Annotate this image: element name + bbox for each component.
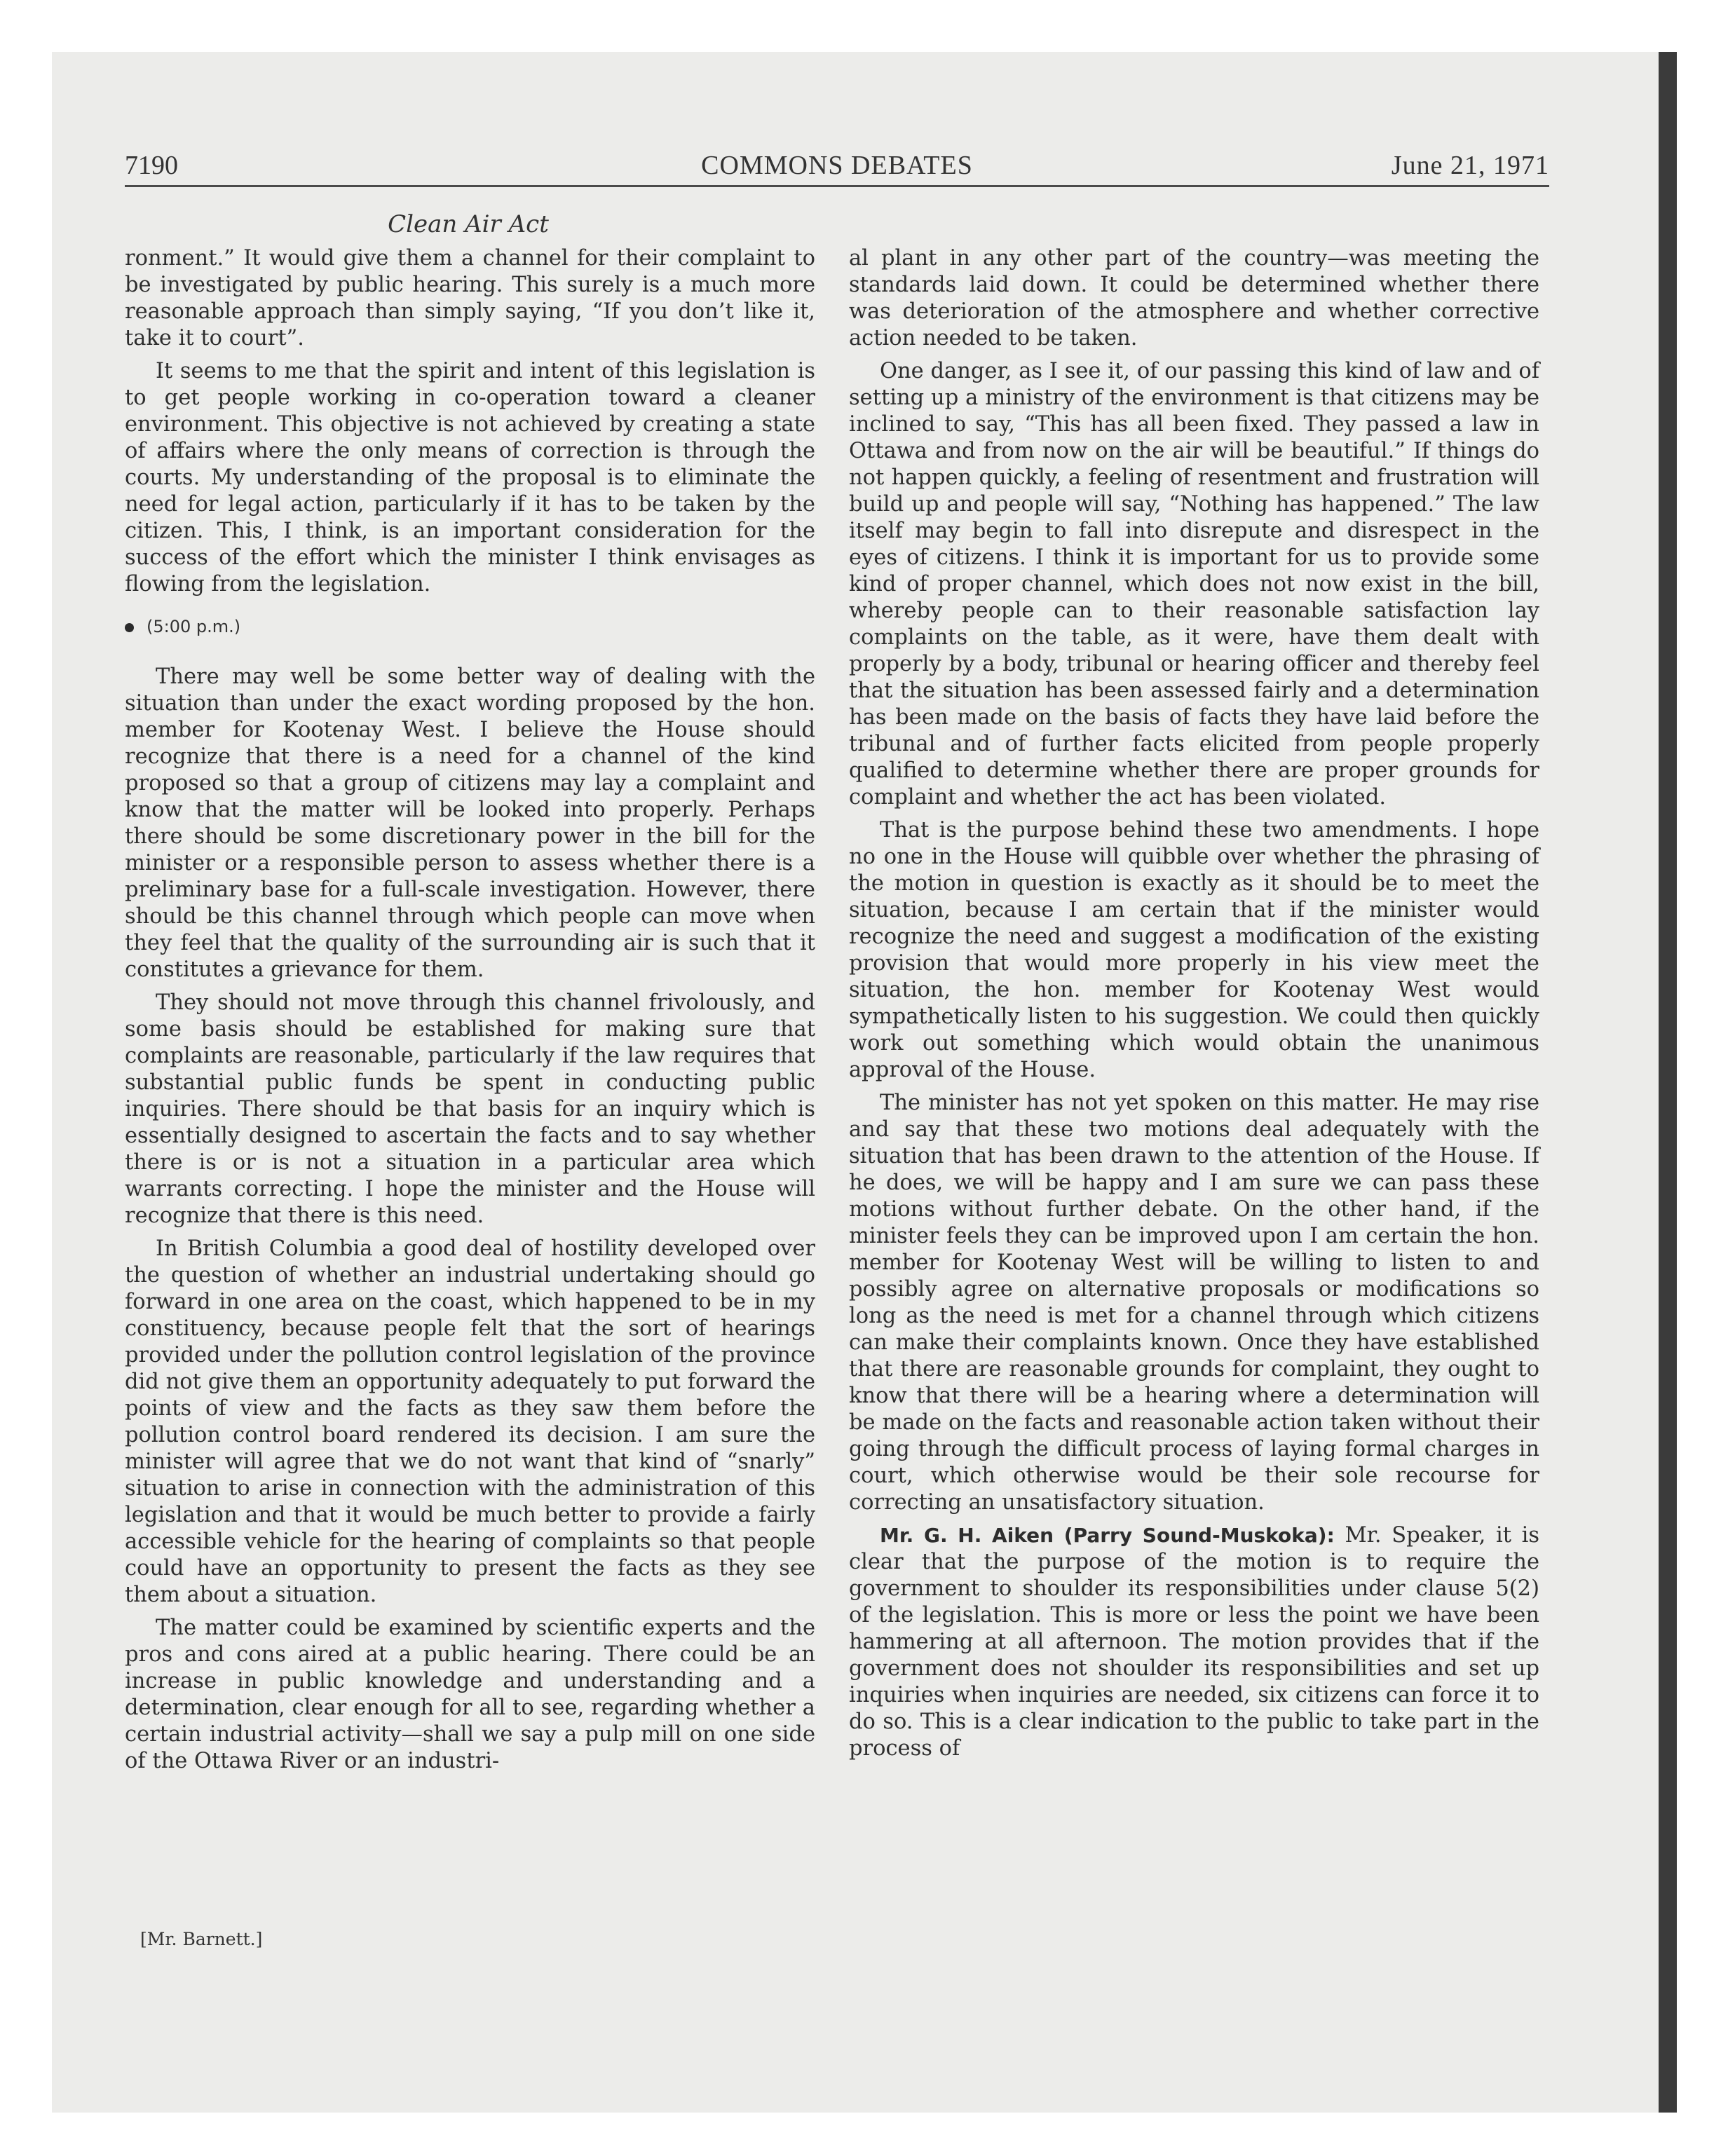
running-title: Clean Air Act: [388, 210, 549, 238]
speaker-text: Mr. Speaker, it is clear that the purpose of the motion is to require the government to shoulder its responsibilities under clause 5(2) of the legislation. This is more or less the point we have been hammering at all afternoon. The motion provides that if the government does not shoulder its responsibilities and set up inquiries when inquiries are needed, six citizens can force it to do so. This is a clear indication to the public to take part in the process of: [849, 1523, 1540, 1761]
paragraph: ronment.” It would give them a channel for their complaint to be investigated by public hearing. This surely is a much more reasonable approach than simply saying, “If you don’t like it, take it to court”.: [125, 246, 815, 350]
paragraph: al plant in any other part of the country—was meeting the standards laid down. It could be determined whether there was deterioration of the atmosphere and whether corrective action needed to be taken.: [849, 246, 1539, 350]
time-marker: [125, 613, 815, 640]
paragraph: The matter could be examined by scientific experts and the pros and cons aired at a public hearing. There could be an increase in public knowledge and understanding and a determination, clear enough for all to see, regarding whether a certain industrial activity—shall we say a pulp mill on one side of the Ottawa River or an industri-: [125, 1616, 815, 1773]
publication-title: COMMONS DEBATES: [701, 151, 973, 180]
page-header: [125, 147, 1549, 187]
time-marker-text: (5:00 p.m.): [147, 617, 241, 636]
speaker-paragraph: [849, 1522, 1539, 1762]
paragraph: One danger, as I see it, of our passing this kind of law and of setting up a ministry of the environment is that citizens may be inclined to say, “This has all been fixed. They passed a law in Ottawa and from now on the air will be beautiful.” If things do not happen quickly, a feeling of resentment and frustration will build up and people will say, “Nothing has happened.” The law itself may begin to fall into disrepute and disrespect in the eyes of citizens. I think it is important for us to provide some kind of proper channel, which does not now exist in the bill, whereby people can to their reasonable satisfaction lay complaints on the table, as it were, have them dealt with properly by a body, tribunal or hearing officer and thereby feel that the situation has been assessed fairly and a determination has been made on the basis of facts they have laid before the tribunal and of further facts elicited from people properly qualified to determine whether there are proper grounds for complaint and whether the act has been violated.: [849, 359, 1539, 810]
paragraph: There may well be some better way of dealing with the situation than under the exact wording proposed by the hon. member for Kootenay West. I believe the House should recognize that there is a need for a channel of the kind proposed so that a group of citizens may lay a complaint and know that the matter will be looked into properly. Perhaps there should be some discretionary power in the bill for the minister or a responsible person to assess whether there is a preliminary base for a full-scale investigation. However, there should be this channel through which people can move when they feel that the quality of the surrounding air is such that it constitutes a grievance for them.: [125, 664, 815, 982]
paragraph: They should not move through this channel frivolously, and some basis should be established for making sure that complaints are reasonable, particularly if the law requires that substantial public funds be spent in conducting public inquiries. There should be that basis for an inquiry which is essentially designed to ascertain the facts and to say whether there is or is not a situation in a particular area which warrants correcting. I hope the minister and the House will recognize that there is this need.: [125, 990, 815, 1228]
speaker-name: Mr. G. H. Aiken (Parry Sound-Muskoka):: [880, 1524, 1335, 1547]
publication-date: June 21, 1971: [1391, 151, 1549, 180]
page-number: 7190: [125, 151, 178, 180]
right-column: [849, 245, 1539, 1768]
scan-edge-shadow: [1659, 52, 1677, 2113]
paragraph: The minister has not yet spoken on this matter. He may rise and say that these two motions deal adequately with the situation that has been drawn to the attention of the House. If he does, we will be happy and I am sure we can pass these motions without further debate. On the other hand, if the minister feels they can be improved upon I am certain the hon. member for Kootenay West will be willing to listen to and possibly agree on alternative proposals or modifications so long as the need is met for a channel through which citizens can make their complaints known. Once they have established that there are reasonable grounds for complaint, they ought to know that there will be a hearing where a determination will be made on the facts and reasonable action taken without their going through the difficult process of laying formal charges in court, which otherwise would be their sole recourse for correcting an unsatisfactory situation.: [849, 1091, 1539, 1515]
left-column: [125, 245, 815, 1781]
footer-speaker-note: [Mr. Barnett.]: [140, 1929, 263, 1949]
paragraph: It seems to me that the spirit and intent of this legislation is to get people working in co-operation toward a cleaner environment. This objective is not achieved by creating a state of affairs where the only means of correction is through the courts. My understanding of the proposal is to eliminate the need for legal action, particularly if it has to be taken by the citizen. This, I think, is an important consideration for the success of the effort which the minister I think envisages as flowing from the legislation.: [125, 359, 815, 596]
paragraph: That is the purpose behind these two amendments. I hope no one in the House will quibble over whether the phrasing of the motion in question is exactly as it should be to meet the situation, because I am certain that if the minister would recognize the need and suggest a modification of the existing provision that would more properly in his view meet the situation, the hon. member for Kootenay West would sympathetically listen to his suggestion. We could then quickly work out something which would obtain the unanimous approval of the House.: [849, 818, 1539, 1082]
bullet-icon: [125, 623, 134, 632]
paragraph: In British Columbia a good deal of hostility developed over the question of whether an industrial undertaking should go forward in one area on the coast, which happened to be in my constituency, because people felt that the sort of hearings provided under the pollution control legislation of the province did not give them an opportunity adequately to put forward the points of view and the facts as they saw them before the pollution control board rendered its decision. I am sure the minister will agree that we do not want that kind of “snarly” situation to arise in connection with the administration of this legislation and that it would be much better to provide a fairly accessible vehicle for the hearing of complaints so that people could have an opportunity to present the facts as they see them about a situation.: [125, 1236, 815, 1607]
